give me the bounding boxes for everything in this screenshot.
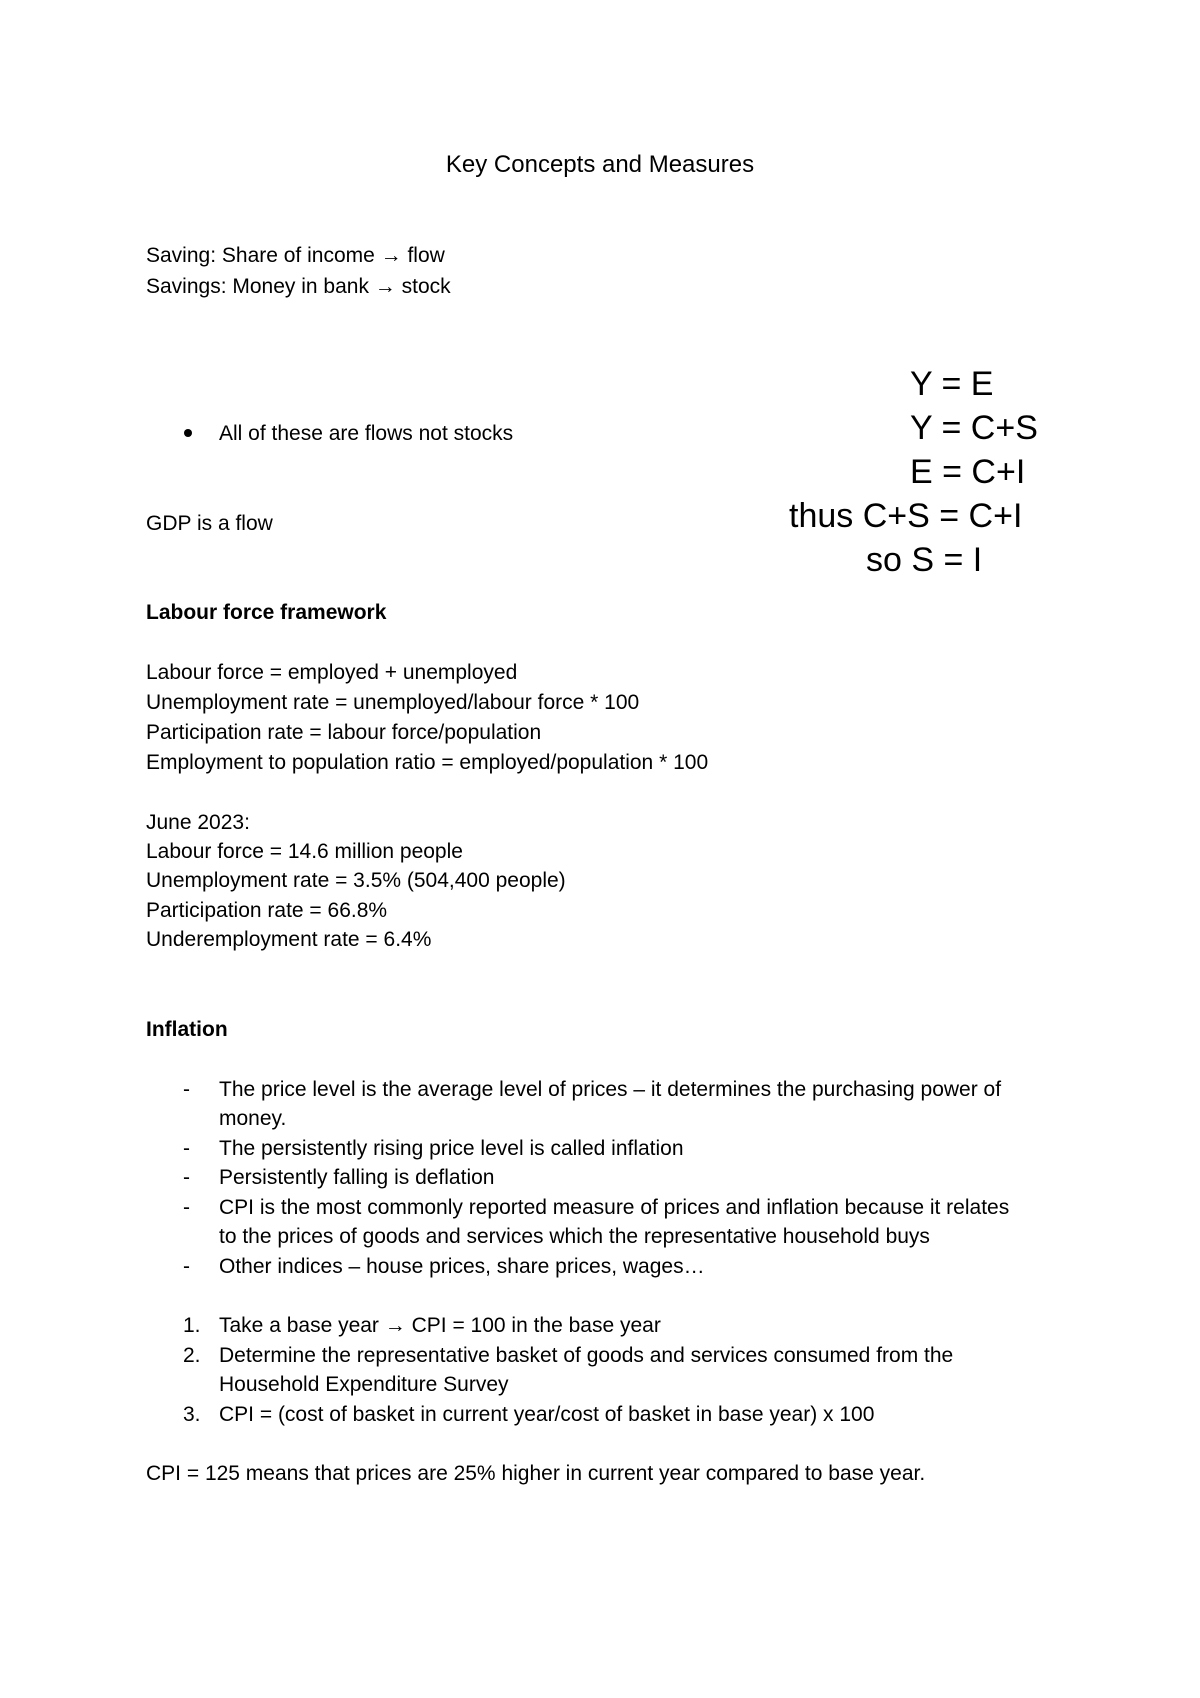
labour-heading: Labour force framework [146, 601, 387, 624]
equation-y-e: Y = E [910, 365, 994, 403]
flows-bullet-text: All of these are flows not stocks [219, 422, 514, 445]
labour-definition: Unemployment rate = unemployed/labour force * 100 [146, 691, 640, 714]
dash-item-text: Persistently falling is deflation [219, 1166, 495, 1189]
june-stat: Underemployment rate = 6.4% [146, 928, 432, 951]
dash-item-text: Other indices – house prices, share prices, wages… [219, 1255, 705, 1278]
dash-item-text: The price level is the average level of prices – it determines the purchasing power of [219, 1078, 1002, 1101]
june-stat: Labour force = 14.6 million people [146, 840, 463, 863]
labour-definition: Labour force = employed + unemployed [146, 661, 518, 684]
june-stat: Unemployment rate = 3.5% (504,400 people) [146, 869, 566, 892]
dash-item-text: CPI is the most commonly reported measure of prices and inflation because it relates [219, 1196, 1010, 1219]
saving-definition: Saving: Share of income → flow [146, 244, 445, 267]
dash-item-text: to the prices of goods and services which the representative household buys [219, 1225, 930, 1248]
step-number: 3. [183, 1403, 201, 1426]
step-number: 1. [183, 1314, 201, 1337]
dash-marker: - [183, 1137, 190, 1160]
step-number: 2. [183, 1344, 201, 1367]
june-stat: Participation rate = 66.8% [146, 899, 388, 922]
dash-marker: - [183, 1255, 190, 1278]
june-label: June 2023: [146, 811, 250, 834]
equation-so: so S = I [866, 541, 983, 579]
savings-definition: Savings: Money in bank → stock [146, 275, 451, 298]
step-text: Determine the representative basket of goods and services consumed from the [219, 1344, 954, 1367]
dash-item-text: The persistently rising price level is called inflation [219, 1137, 684, 1160]
bullet-dot [184, 429, 192, 437]
equation-thus: thus C+S = C+I [789, 497, 1023, 535]
step-text: CPI = (cost of basket in current year/cost of basket in base year) x 100 [219, 1403, 875, 1426]
step-text: Household Expenditure Survey [219, 1373, 509, 1396]
dash-marker: - [183, 1078, 190, 1101]
page-title: Key Concepts and Measures [445, 151, 755, 178]
dash-item-text: money. [219, 1107, 287, 1130]
equation-e-ci: E = C+I [910, 453, 1026, 491]
dash-marker: - [183, 1196, 190, 1219]
equation-y-cs: Y = C+S [910, 409, 1038, 447]
labour-definition: Employment to population ratio = employed/population * 100 [146, 751, 709, 774]
gdp-statement: GDP is a flow [146, 512, 273, 535]
dash-marker: - [183, 1166, 190, 1189]
inflation-heading: Inflation [146, 1018, 228, 1041]
step-text: Take a base year → CPI = 100 in the base year [219, 1314, 661, 1337]
cpi-conclusion: CPI = 125 means that prices are 25% higher in current year compared to base year. [146, 1462, 926, 1485]
labour-definition: Participation rate = labour force/population [146, 721, 542, 744]
